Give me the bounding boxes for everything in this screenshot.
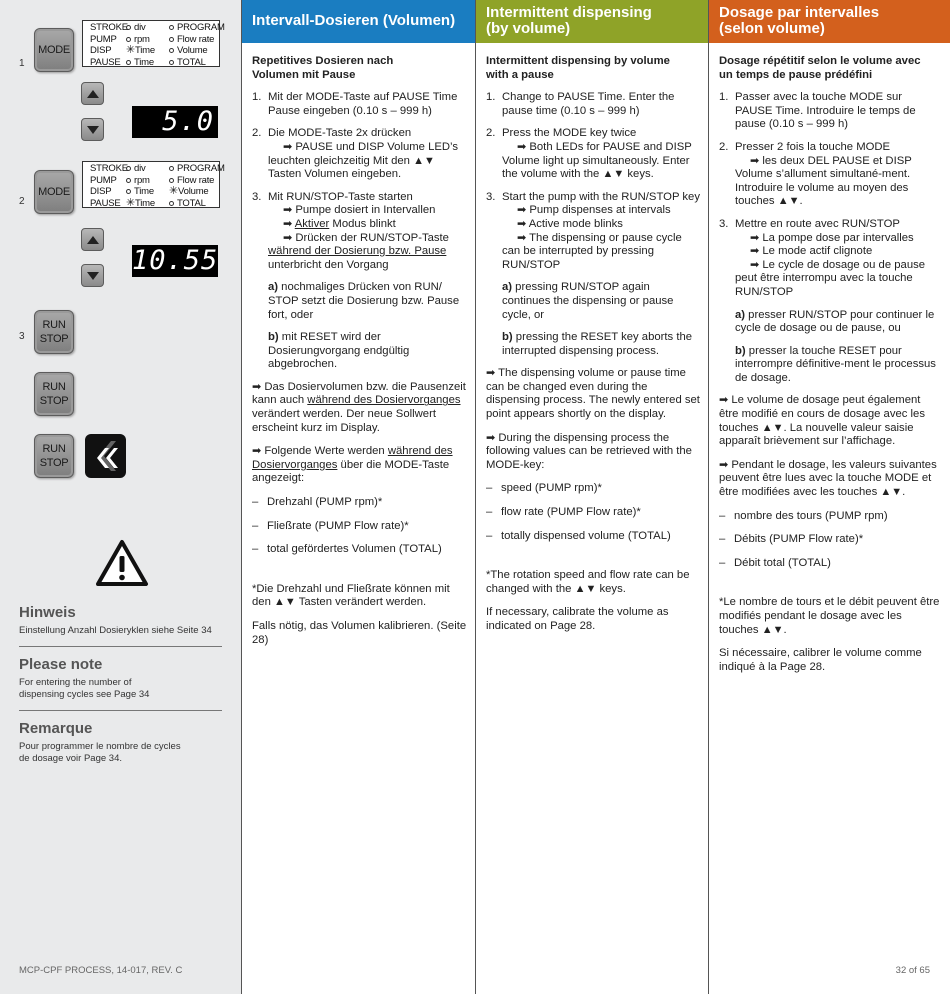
note-text — [19, 741, 181, 765]
step-text: Le mode actif clignote — [762, 245, 873, 258]
led-off-icon — [169, 60, 174, 65]
led-label: Flow rate — [177, 33, 215, 45]
led-off-icon — [126, 60, 131, 65]
paragraph: ➡ Pendant le dosage, les valeurs suivantes peuvent être lues avec la touche MODE et être modifiées avec les touches ▲▼. — [719, 458, 937, 499]
section-subtitle: Intermittent dispensing by volume with a pause — [486, 55, 670, 81]
header-line: Intermittent dispensing — [486, 4, 652, 21]
led-off-icon — [169, 25, 174, 30]
note-line: For entering the number of — [19, 677, 132, 688]
up-key — [81, 82, 104, 105]
run-stop-key — [34, 372, 74, 416]
divider — [19, 710, 222, 711]
list-item: – Drehzahl (PUMP rpm)* — [252, 496, 467, 510]
arrow-right-icon: ➡ — [486, 431, 496, 444]
page-number: 32 of 65 — [895, 965, 930, 976]
header-line: (by volume) — [486, 20, 571, 37]
arrow-down-icon — [87, 272, 99, 280]
arrow-right-icon: ➡ — [750, 231, 760, 244]
step-text: . — [799, 195, 803, 208]
stop-label: STOP — [39, 457, 69, 469]
footnote: *Die Drehzahl und Fließrate können mit den ▲▼ Tasten verändert werden. — [252, 582, 450, 609]
note-line: dispensing cycles see Page 34 — [19, 689, 150, 700]
column-header — [476, 0, 708, 43]
led-label: Time — [134, 56, 154, 68]
mode-key-label: MODE — [38, 186, 70, 198]
arrow-right-icon: ➡ — [283, 231, 293, 244]
note-title: Hinweis — [19, 604, 76, 621]
paragraph: ➡ Das Dosiervolumen bzw. die Pausenzeit kann auch während des Dosiervorganges verändert werden. Der neue Sollwert erscheint kurz im Display. — [252, 380, 466, 434]
header-line: (selon volume) — [719, 20, 825, 37]
paragraph: Si nécessaire, calibrer le volume comme indiqué à la Page 28. — [719, 647, 922, 673]
step-item: 3. Mettre en route avec RUN/STOP ➡ La pompe dose par intervalles ➡ Le mode actif clignote ➡ Le cycle de dosage ou de pause peut être interrompu avec la touche RUN/STOP a) presser RUN/STOP pour continuer le cycle de dosage ou de pause, ou b) presser la touche RESET pour interrompre définitive-ment le processus de dosage. — [719, 218, 942, 386]
led-label: PUMP — [90, 174, 117, 186]
down-key — [81, 264, 104, 287]
step-text: Mettre en route avec RUN/STOP — [735, 217, 900, 230]
up-key — [81, 228, 104, 251]
arrow-right-icon: ➡ — [719, 458, 729, 471]
run-label: RUN — [42, 319, 66, 331]
led-off-icon — [169, 166, 174, 171]
arrow-right-icon: ➡ — [719, 394, 729, 407]
led-label: DISP — [90, 186, 112, 197]
step-text: Modus blinkt — [329, 217, 396, 230]
arrow-right-icon: ➡ — [517, 217, 527, 230]
step-text: Start the pump with the RUN/STOP key — [502, 190, 700, 203]
lcd-display: 5.0 — [132, 106, 218, 138]
led-label: STROKE — [90, 163, 128, 174]
led-on-icon: ✳ — [126, 44, 136, 56]
step-number: 1 — [19, 58, 25, 69]
list-item: – totally dispensed volume (TOTAL) — [486, 530, 700, 544]
note-text: Einstellung Anzahl Dosieryklen siehe Seite 34 — [19, 625, 212, 636]
run-stop-key-label — [35, 318, 73, 346]
arrow-right-icon: ➡ — [750, 258, 760, 271]
up-down-keys-icon: ▲▼ — [274, 596, 296, 609]
footnote: *Le nombre de tours et le débit peuvent être modifiés pendant le dosage avec les touches ▲▼. — [719, 596, 940, 636]
option-b: b) presser la touche RESET pour interrompre définitive-ment le processus de dosage. — [735, 344, 936, 384]
paragraph: ➡ The dispensing volume or pause time can be changed even during the dispensing process. The newly entered set point appears shortly on the display. — [486, 367, 700, 421]
arrow-right-icon: ➡ — [486, 367, 496, 380]
step-text: Pumpe dosiert in Intervallen — [295, 204, 436, 217]
note-title: Remarque — [19, 720, 93, 737]
up-down-keys-icon: ▲▼ — [574, 582, 597, 595]
step-text: während der Dosierung bzw. Pause — [268, 245, 447, 258]
note-text — [19, 677, 149, 701]
arrow-right-icon: ➡ — [283, 217, 293, 230]
mode-key-label: MODE — [38, 44, 70, 56]
rapid-backward-icon — [85, 434, 126, 478]
led-off-icon — [126, 189, 131, 194]
step-text: PAUSE und DISP Volume LED’s leuchten gleichzeitig Mit den — [268, 140, 458, 167]
stop-label: STOP — [39, 333, 69, 345]
arrow-right-icon: ➡ — [517, 140, 527, 153]
list-item: – speed (PUMP rpm)* — [486, 482, 700, 496]
sidebar-panel — [0, 0, 241, 994]
arrow-right-icon: ➡ — [517, 204, 527, 217]
led-off-icon — [169, 48, 174, 53]
led-off-icon — [126, 178, 131, 183]
led-label: div — [134, 22, 146, 33]
step-text: Aktiver — [294, 217, 330, 230]
step-text: Tasten Volumen eingeben. — [268, 168, 402, 181]
up-down-keys-icon: ▲▼ — [880, 486, 903, 499]
step-item: 2. Die MODE-Taste 2x drücken ➡ PAUSE und DISP Volume LED’s leuchten gleichzeitig Mit den ▲▼ Tasten Volumen eingeben. — [252, 127, 458, 181]
run-label: RUN — [42, 443, 66, 455]
step-text: Press the MODE key twice — [502, 127, 637, 140]
step-text: Presser 2 fois la touche MODE — [735, 140, 891, 153]
step-text: unterbricht den Vorgang — [268, 258, 389, 271]
led-label: DISP — [90, 45, 112, 56]
column-header — [709, 0, 950, 43]
paragraph: Falls nötig, das Volumen kalibrieren. (Seite 28) — [252, 620, 467, 646]
down-key — [81, 118, 104, 141]
led-on-icon: ✳ — [169, 185, 179, 197]
led-label: PAUSE — [90, 197, 121, 209]
step-text: La pompe dose par intervalles — [762, 231, 914, 244]
up-down-keys-icon: ▲▼ — [761, 421, 784, 434]
step-text: les deux DEL PAUSE et DISP Volume s’allument simultané-ment. Introduire le volume au moyen des touches — [735, 154, 912, 208]
step-item: 1. Passer avec la touche MODE sur PAUSE Time. Introduire le temps de pause (0.10 s – 999 h) — [719, 91, 916, 131]
run-stop-key — [34, 310, 74, 354]
option-a: a) presser RUN/STOP pour continuer le cycle de dosage ou de pause, ou — [735, 308, 935, 335]
german-column — [241, 0, 475, 994]
note-line: Pour programmer le nombre de cycles — [19, 741, 181, 752]
run-stop-key-label — [35, 442, 73, 470]
led-label: rpm — [134, 33, 150, 45]
led-label: Flow rate — [177, 174, 215, 186]
header-line: Dosage par intervalles — [719, 4, 880, 21]
arrow-right-icon: ➡ — [750, 154, 760, 167]
led-on-icon: ✳ — [126, 196, 136, 209]
option-a: a) pressing RUN/STOP again continues the dispensing or pause cycle, or — [502, 281, 674, 321]
led-label: div — [134, 163, 146, 174]
led-off-icon — [126, 166, 131, 171]
led-label: Time — [135, 45, 155, 56]
section-subtitle: Dosage répétitif selon le volume avec un temps de pause prédéfini — [719, 55, 921, 81]
led-label: PAUSE — [90, 56, 121, 68]
step-item: 2. Presser 2 fois la touche MODE ➡ les deux DEL PAUSE et DISP Volume s’allument simultané-ment. Introduire le volume au moyen des touches ▲▼. — [719, 140, 912, 208]
up-down-keys-icon: ▲▼ — [761, 623, 784, 636]
step-text: keys. — [627, 168, 654, 181]
list-item: – Débit total (TOTAL) — [719, 557, 942, 571]
up-down-keys-icon: ▲▼ — [413, 154, 435, 167]
step-text: Active mode blinks — [528, 217, 623, 230]
mode-key — [34, 170, 74, 214]
section-subtitle: Repetitives Dosieren nach Volumen mit Pause — [252, 55, 394, 81]
led-label: PUMP — [90, 33, 117, 45]
led-label: Time — [135, 197, 155, 209]
led-label: PROGRAM — [177, 163, 225, 174]
led-label: STROKE — [90, 22, 128, 33]
arrow-right-icon: ➡ — [517, 231, 527, 244]
led-off-icon — [169, 37, 174, 42]
list-item: – flow rate (PUMP Flow rate)* — [486, 506, 700, 520]
arrow-up-icon — [87, 90, 99, 98]
step-text: Die MODE-Taste 2x drücken — [268, 127, 412, 140]
led-label: TOTAL — [177, 56, 206, 68]
lcd-display: 10.55 — [132, 245, 219, 276]
led-label: Volume — [178, 186, 209, 197]
arrow-right-icon: ➡ — [283, 140, 293, 153]
led-panel — [82, 161, 225, 209]
step-number: 2 — [19, 196, 25, 207]
arrow-right-icon: ➡ — [750, 245, 760, 258]
step-text: Both LEDs for PAUSE and DISP Volume light up simultaneously. Enter the volume with the — [502, 140, 692, 181]
up-down-keys-icon: ▲▼ — [777, 195, 800, 208]
arrow-right-icon: ➡ — [283, 204, 293, 217]
led-label: rpm — [134, 174, 150, 186]
warning-triangle-icon — [95, 539, 149, 592]
led-label: TOTAL — [177, 197, 206, 209]
step-text: Change to PAUSE Time. Enter the pause time (0.10 s – 999 h) — [502, 91, 675, 117]
run-stop-key — [34, 434, 74, 478]
english-column — [475, 0, 708, 994]
step-text: Passer avec la touche MODE sur PAUSE Time. Introduire le temps de pause (0.10 s – 999 h) — [735, 91, 916, 131]
list-item: – Fließrate (PUMP Flow rate)* — [252, 520, 467, 534]
step-text: Pump dispenses at intervals — [529, 204, 671, 217]
paragraph: ➡ Le volume de dosage peut également être modifié en cours de dosage avec les touches ▲▼. La nouvelle valeur saisie apparaît brièvement sur l’affichage. — [719, 394, 925, 448]
note-title: Please note — [19, 656, 103, 673]
arrow-up-icon — [87, 236, 99, 244]
led-off-icon — [169, 201, 174, 206]
step-text: Le cycle de dosage ou de pause peut être interrompu avec la touche RUN/STOP — [735, 258, 926, 298]
arrow-right-icon: ➡ — [252, 445, 262, 458]
run-label: RUN — [42, 381, 66, 393]
note-line: de dosage voir Page 34. — [19, 753, 122, 764]
option-b: b) pressing the RESET key aborts the interrupted dispensing process. — [502, 331, 693, 357]
run-stop-key-label — [35, 380, 73, 408]
led-off-icon — [169, 178, 174, 183]
document-footer: MCP-CPF PROCESS, 14-017, REV. C — [19, 965, 183, 976]
led-label: PROGRAM — [177, 22, 225, 33]
step-text: The dispensing or pause cycle can be interrupted by pressing RUN/STOP — [502, 231, 682, 271]
paragraph: ➡ During the dispensing process the following values can be retrieved with the MODE-key: — [486, 431, 692, 471]
list-item: – Débits (PUMP Flow rate)* — [719, 533, 942, 547]
led-off-icon — [126, 25, 131, 30]
mode-key — [34, 28, 74, 72]
list-item: – total gefördertes Volumen (TOTAL) — [252, 543, 467, 557]
led-label: Volume — [177, 45, 208, 56]
step-text: Drücken der RUN/STOP-Taste — [295, 231, 449, 244]
paragraph: ➡ Folgende Werte werden während des Dosiervorganges über die MODE-Taste angezeigt: — [252, 445, 453, 485]
divider — [19, 646, 222, 647]
arrow-right-icon: ➡ — [252, 380, 262, 393]
french-column — [708, 0, 950, 994]
stop-label: STOP — [39, 395, 69, 407]
step-item: 1. Mit der MODE-Taste auf PAUSE Time Pause eingeben (0.10 s – 999 h) — [252, 91, 458, 117]
step-item: 1. Change to PAUSE Time. Enter the pause time (0.10 s – 999 h) — [486, 91, 675, 117]
list-item: – nombre des tours (PUMP rpm) — [719, 510, 942, 524]
led-label: Time — [134, 186, 154, 197]
arrow-down-icon — [87, 126, 99, 134]
step-text: Mit RUN/STOP-Taste starten — [268, 190, 413, 203]
step-item: 3. Start the pump with the RUN/STOP key ➡ Pump dispenses at intervals ➡ Active mode blinks ➡ The dispensing or pause cycle can be interrupted by pressing RUN/STOP a) pressing RUN/STOP again continues the dispensing or pause cycle, or b) pressing the RESET key aborts the interrupted dispensing process. — [486, 190, 700, 357]
step-item: 3. Mit RUN/STOP-Taste starten ➡ Pumpe dosiert in Intervallen ➡ Aktiver Modus blinkt ➡ Drücken der RUN/STOP-Taste während der Dosierung bzw. Pause unterbricht den Vorgang a) nochmaliges Drücken von RUN/ STOP setzt die Dosierung bzw. Pause fort, oder b) mit RESET wird der Dosierungvorgang endgültig abgebrochen. — [252, 191, 467, 372]
up-down-keys-icon: ▲▼ — [602, 168, 625, 181]
step-number: 3 — [19, 331, 25, 342]
column-header: Intervall-Dosieren (Volumen) — [242, 0, 475, 43]
option-a: a) nochmaliges Drücken von RUN/ STOP setzt die Dosierung bzw. Pause fort, oder — [268, 281, 460, 321]
step-text: Mit der MODE-Taste auf PAUSE Time Pause eingeben (0.10 s – 999 h) — [268, 91, 458, 117]
footnote: *The rotation speed and flow rate can be changed with the ▲▼ keys. — [486, 569, 690, 595]
led-off-icon — [126, 37, 131, 42]
led-panel — [82, 20, 225, 68]
option-b: b) mit RESET wird der Dosierungvorgang endgültig abgebrochen. — [268, 331, 410, 371]
step-item: 2. Press the MODE key twice ➡ Both LEDs for PAUSE and DISP Volume light up simultaneously. Enter the volume with the ▲▼ keys. — [486, 127, 692, 181]
paragraph: If necessary, calibrate the volume as indicated on Page 28. — [486, 606, 669, 632]
